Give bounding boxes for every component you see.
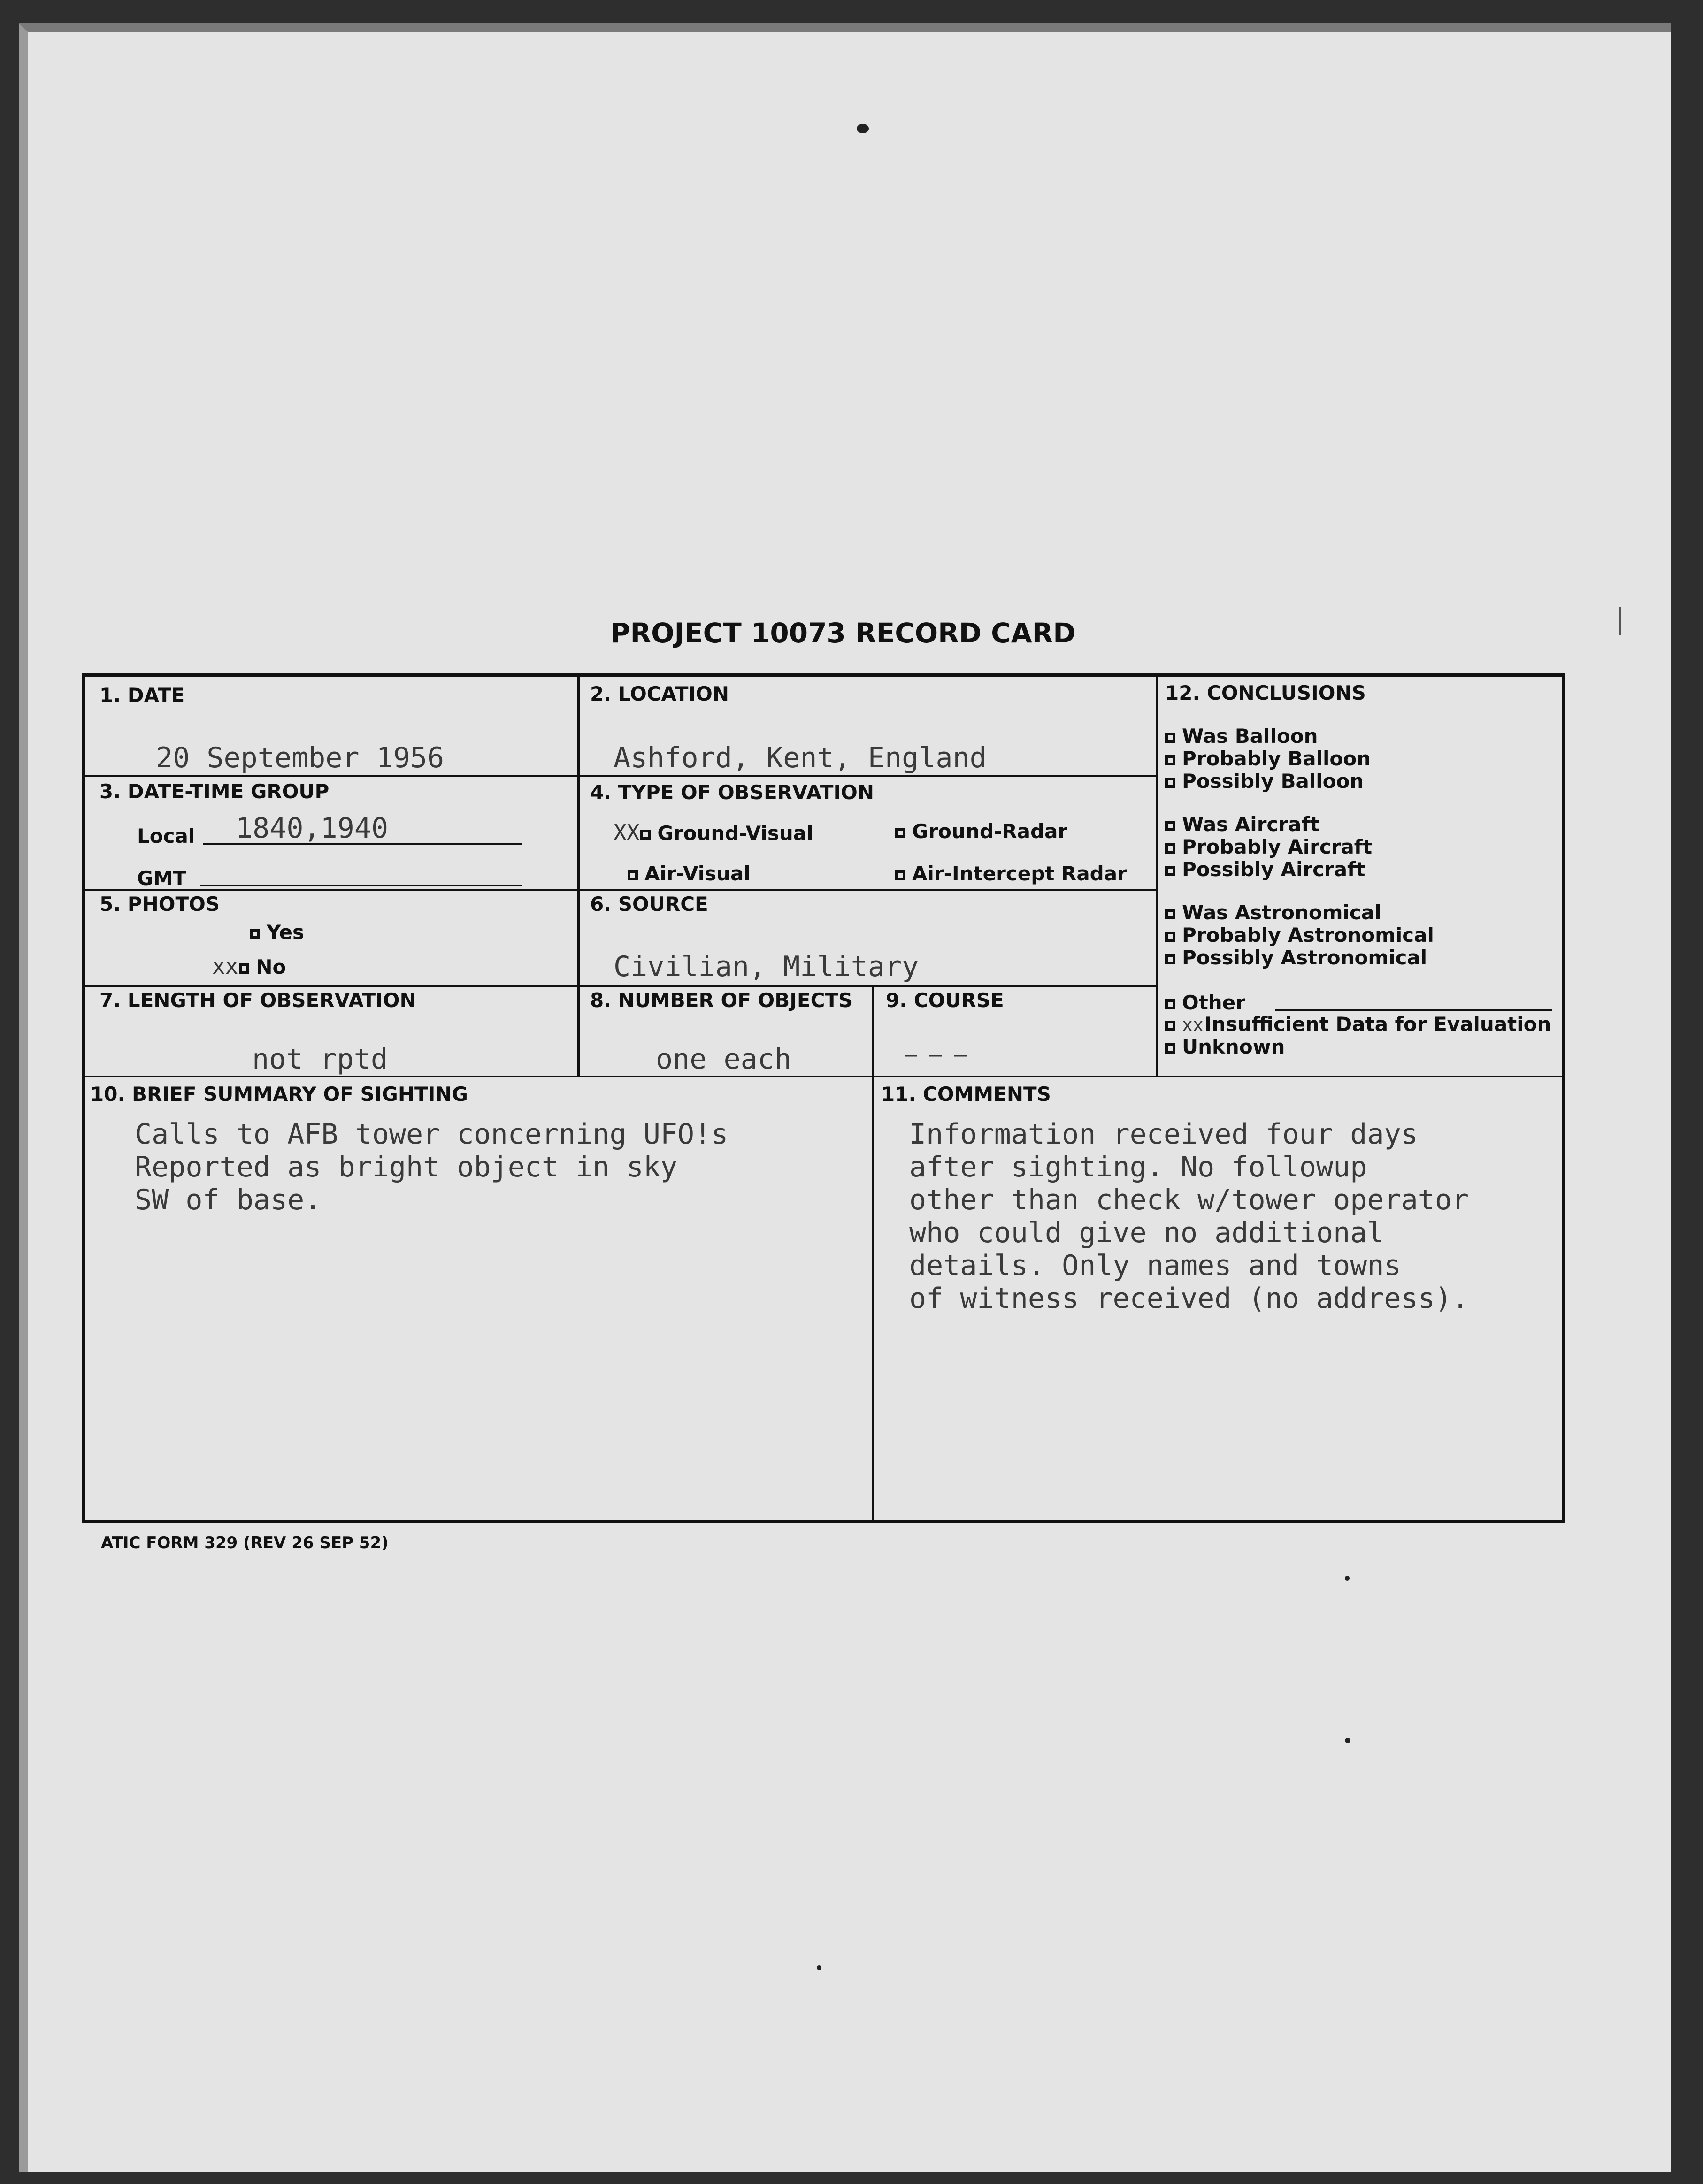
conclusion-was-aircraft: Was Aircraft (1165, 813, 1319, 836)
ground-visual-option (614, 820, 813, 845)
scan-speck (1345, 1576, 1350, 1581)
location-value: Ashford, Kent, England (614, 741, 987, 774)
source-value: Civilian, Military (614, 950, 919, 983)
conclusion-checkbox[interactable] (1165, 999, 1175, 1009)
date-label: 1. DATE (100, 684, 185, 707)
photos-no-option (212, 954, 286, 979)
gmt-label: GMT (137, 867, 186, 890)
date-value: 20 September 1956 (156, 741, 445, 774)
comments-text (909, 1118, 1469, 1315)
type-label: 4. TYPE OF OBSERVATION (590, 781, 875, 804)
ground-radar-checkbox[interactable] (895, 828, 905, 838)
local-label: Local (137, 825, 195, 848)
summary-line: Reported as bright object in sky (135, 1151, 677, 1184)
conclusion-checkbox[interactable] (1165, 1021, 1175, 1031)
scan-speck (857, 124, 869, 133)
summary-label: 10. BRIEF SUMMARY OF SIGHTING (90, 1083, 468, 1106)
divider (1156, 677, 1158, 1076)
summary-line: Calls to AFB tower concerning UFO!s (135, 1118, 729, 1151)
conclusion-possibly-astronomical: Possibly Astronomical (1165, 946, 1427, 969)
conclusion-was-astronomical: Was Astronomical (1165, 901, 1381, 924)
conclusion-checkbox[interactable] (1165, 843, 1175, 854)
divider (85, 775, 1158, 777)
local-value: 1840,1940 (236, 812, 389, 845)
conclusion-checkbox[interactable] (1165, 821, 1175, 831)
air-intercept-option (895, 862, 1127, 885)
air-intercept-checkbox[interactable] (895, 870, 905, 880)
divider (85, 1076, 1564, 1077)
objects-label: 8. NUMBER OF OBJECTS (590, 989, 853, 1012)
photos-yes-label: Yes (267, 921, 305, 944)
length-value: not rptd (252, 1043, 388, 1076)
comments-line: other than check w/tower operator (909, 1184, 1469, 1216)
photos-yes-option (250, 921, 304, 944)
course-value: – – – (905, 1043, 967, 1067)
photos-yes-checkbox[interactable] (250, 929, 260, 939)
conclusion-possibly-balloon: Possibly Balloon (1165, 770, 1364, 793)
conclusion-probably-balloon: Probably Balloon (1165, 747, 1371, 770)
conclusion-checkbox[interactable] (1165, 755, 1175, 765)
location-label: 2. LOCATION (590, 682, 729, 705)
objects-value: one each (656, 1043, 791, 1076)
conclusion-probably-aircraft: Probably Aircraft (1165, 835, 1372, 858)
comments-line: after sighting. No followup (909, 1151, 1367, 1184)
divider (85, 985, 1158, 987)
divider (577, 677, 580, 1076)
photos-no-checkbox[interactable] (239, 963, 249, 974)
divider (85, 889, 1158, 891)
ground-radar-label: Ground-Radar (912, 820, 1068, 843)
card-title: PROJECT 10073 RECORD CARD (610, 617, 1076, 649)
record-card (82, 673, 1565, 1523)
conclusion-checkbox[interactable] (1165, 954, 1175, 964)
photos-no-mark: xx (212, 954, 238, 979)
summary-line: SW of base. (135, 1184, 322, 1216)
conclusion-checkbox[interactable] (1165, 778, 1175, 788)
conclusion-checkbox[interactable] (1165, 909, 1175, 919)
scan-mark (1619, 607, 1621, 635)
insufficient-mark: xx (1182, 1015, 1204, 1035)
ground-visual-mark: XX (614, 820, 640, 845)
length-label: 7. LENGTH OF OBSERVATION (100, 989, 416, 1012)
scan-speck (817, 1965, 821, 1970)
air-visual-checkbox[interactable] (628, 870, 638, 880)
scan-speck (1345, 1738, 1350, 1743)
air-visual-option (628, 862, 751, 885)
ground-radar-option (895, 820, 1067, 843)
comments-line: details. Only names and towns (909, 1249, 1401, 1282)
comments-line: Information received four days (909, 1118, 1418, 1151)
course-label: 9. COURSE (886, 989, 1004, 1012)
summary-text (135, 1118, 728, 1216)
conclusion-was-balloon: Was Balloon (1165, 725, 1318, 748)
conclusion-checkbox[interactable] (1165, 866, 1175, 876)
form-number: ATIC FORM 329 (REV 26 SEP 52) (101, 1534, 389, 1552)
conclusion-insufficient-data: xxInsufficient Data for Evaluation (1165, 1013, 1551, 1036)
conclusions-label: 12. CONCLUSIONS (1165, 681, 1366, 704)
conclusion-other: Other (1165, 991, 1245, 1014)
comments-line: of witness received (no address). (909, 1282, 1469, 1315)
comments-line: who could give no additional (909, 1216, 1384, 1249)
photos-no-label: No (256, 955, 286, 978)
conclusion-checkbox[interactable] (1165, 932, 1175, 942)
source-label: 6. SOURCE (590, 893, 708, 916)
ground-visual-checkbox[interactable] (640, 830, 651, 840)
divider (872, 985, 874, 1077)
conclusion-checkbox[interactable] (1165, 733, 1175, 743)
ground-visual-label: Ground-Visual (657, 822, 813, 845)
air-visual-label: Air-Visual (644, 862, 751, 885)
air-intercept-label: Air-Intercept Radar (912, 862, 1127, 885)
photos-label: 5. PHOTOS (100, 893, 220, 916)
conclusion-unknown: Unknown (1165, 1035, 1285, 1058)
comments-label: 11. COMMENTS (881, 1083, 1051, 1106)
other-underline (1275, 1009, 1552, 1011)
conclusion-checkbox[interactable] (1165, 1043, 1175, 1054)
gmt-underline (200, 885, 522, 886)
dtg-label: 3. DATE-TIME GROUP (100, 780, 330, 803)
conclusion-possibly-aircraft: Possibly Aircraft (1165, 858, 1365, 881)
conclusion-probably-astronomical: Probably Astronomical (1165, 924, 1434, 947)
